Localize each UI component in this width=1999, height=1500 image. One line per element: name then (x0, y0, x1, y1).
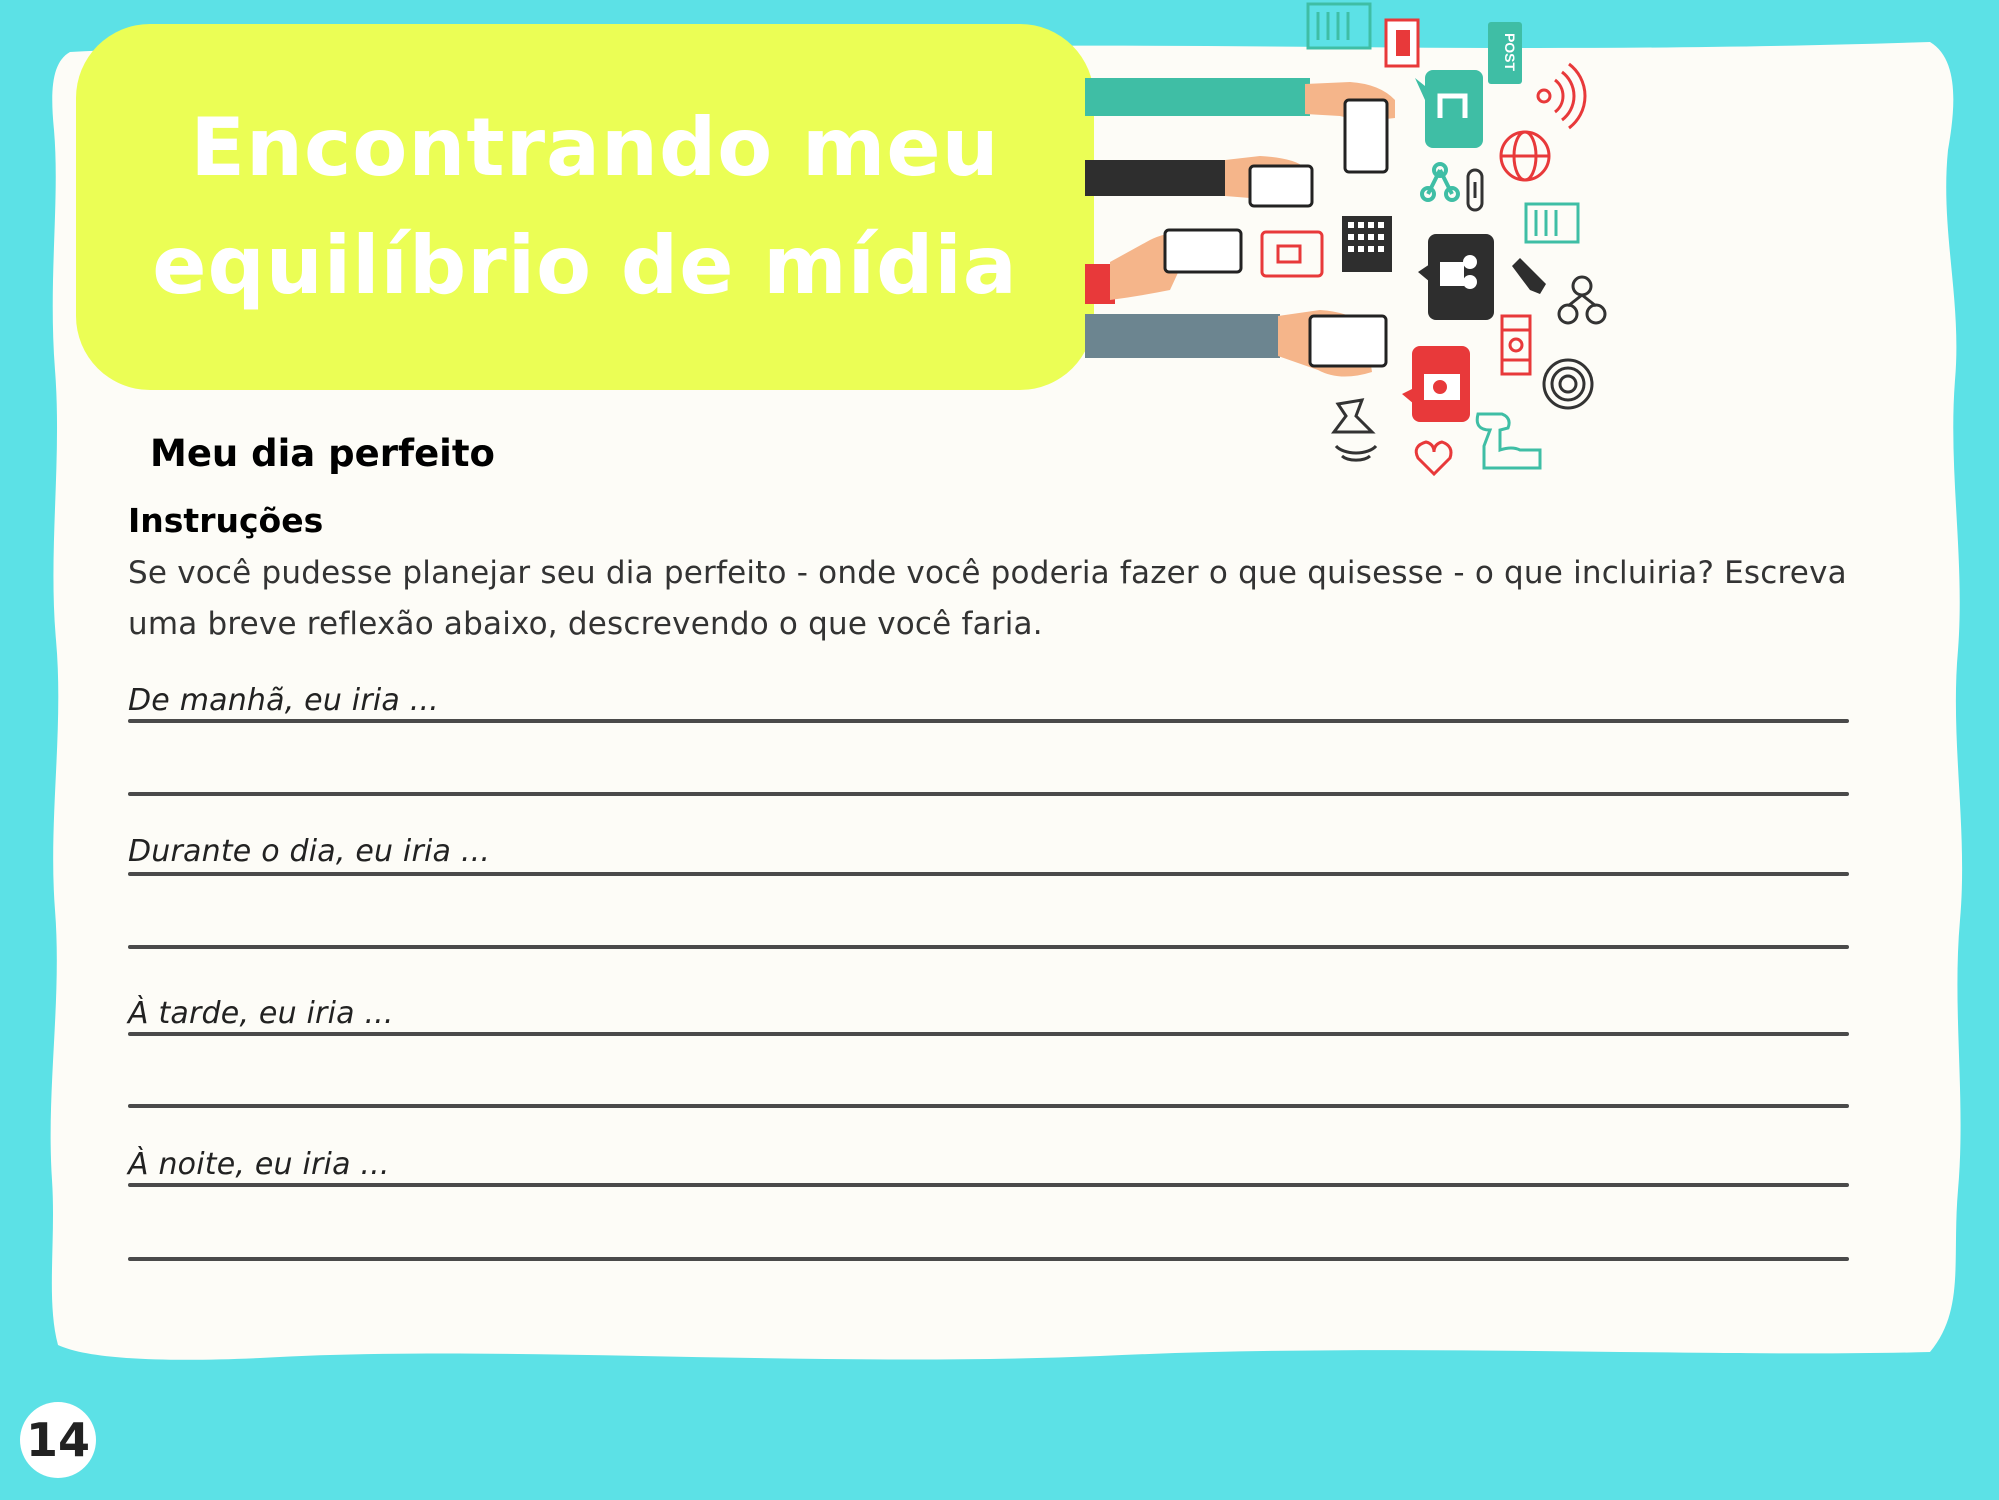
writing-line-night-2[interactable] (128, 1257, 1849, 1261)
wifi-signal-icon (1538, 64, 1585, 128)
hand-phone-icon (1085, 230, 1241, 304)
post-label: POST (1502, 32, 1518, 72)
hand-phone-icon (1085, 156, 1312, 206)
media-illustration (1085, 0, 1625, 480)
prompt-morning: De manhã, eu iria ... (128, 683, 439, 718)
hand-phone-icon (1085, 310, 1386, 377)
writing-line-night-1[interactable] (128, 1183, 1849, 1187)
newspaper-icon (1308, 4, 1370, 48)
chess-knight-icon (1334, 400, 1376, 460)
pencil-icon (1512, 258, 1546, 294)
link-icon (1468, 170, 1482, 210)
share-icon (1559, 277, 1605, 323)
writing-line-afternoon-1[interactable] (128, 1032, 1849, 1036)
page-number-badge (20, 1402, 96, 1478)
keyboard-icon (1342, 216, 1392, 272)
film-icon (1502, 316, 1530, 374)
instructions-heading: Instruções (128, 501, 324, 540)
title-line-2: equilíbrio de mídia (152, 219, 1018, 312)
video-icon (1262, 232, 1322, 276)
writing-line-morning-1[interactable] (128, 719, 1849, 723)
prompt-day: Durante o dia, eu iria ... (128, 834, 491, 869)
share-icon (1422, 164, 1458, 200)
newspaper-icon (1526, 204, 1578, 242)
title-line-1: Encontrando meu (190, 101, 1000, 194)
title-banner (76, 24, 1094, 390)
heart-icon (1416, 442, 1451, 474)
prompt-night: À noite, eu iria ... (128, 1147, 390, 1182)
writing-line-afternoon-2[interactable] (128, 1104, 1849, 1108)
page-number: 14 (25, 1413, 90, 1467)
globe-icon (1501, 132, 1549, 180)
prompt-afternoon: À tarde, eu iria ... (128, 996, 394, 1031)
camera-chat-icon (1402, 346, 1470, 422)
video-camera-icon (1418, 234, 1494, 320)
music-chat-icon (1415, 70, 1483, 148)
music-note-icon (1477, 414, 1540, 468)
at-sign-icon (1544, 360, 1592, 408)
hand-phone-icon (1085, 78, 1395, 172)
writing-line-morning-2[interactable] (128, 792, 1849, 796)
instructions-text: Se você pudesse planejar seu dia perfeito - onde você poderia fazer o que quisesse - o que incluiria? Escreva uma breve reflexão abaixo, descrevendo o que você faria. (128, 555, 1847, 642)
writing-line-day-1[interactable] (128, 872, 1849, 876)
section-subtitle: Meu dia perfeito (150, 432, 495, 475)
writing-line-day-2[interactable] (128, 945, 1849, 949)
